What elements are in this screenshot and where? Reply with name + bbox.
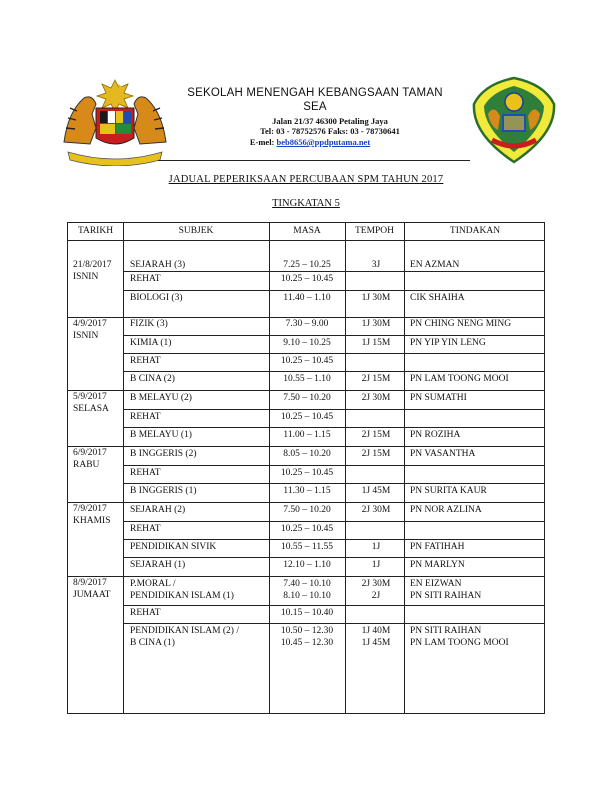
row-rule <box>123 409 544 410</box>
subject-cell: SEJARAH (2) <box>130 505 186 515</box>
duration-cell: 2J 30M <box>361 393 391 403</box>
row-rule <box>123 290 544 291</box>
header-subjek: SUBJEK <box>178 226 214 236</box>
time-cell: 7.50 – 10.20 <box>283 505 331 515</box>
invigilator-cell: PN SITI RAIHAN PN LAM TOONG MOOI <box>410 626 509 648</box>
header-divider <box>158 160 470 161</box>
time-cell: 10.55 – 1.10 <box>283 374 331 384</box>
date-cell: 5/9/2017 SELASA <box>73 392 109 414</box>
column-divider <box>345 223 346 713</box>
duration-cell: 3J <box>371 260 381 270</box>
invigilator-cell: EN EIZWAN PN SITI RAIHAN <box>410 579 482 601</box>
day-rule <box>68 317 544 318</box>
column-divider <box>404 223 405 713</box>
invigilator-cell: PN CHING NENG MING <box>410 319 512 329</box>
invigilator-cell: PN YIP YIN LENG <box>410 338 486 348</box>
time-cell: 11.30 – 1.15 <box>283 486 331 496</box>
row-rule <box>123 557 544 558</box>
subject-cell: BIOLOGI (3) <box>130 293 183 303</box>
time-cell: 10.25 – 10.45 <box>280 468 334 478</box>
day-rule <box>68 446 544 447</box>
date-cell: 6/9/2017 RABU <box>73 448 107 470</box>
subject-cell: REHAT <box>130 412 161 422</box>
exam-timetable <box>67 222 545 714</box>
invigilator-cell: CIK SHAIHA <box>410 293 465 303</box>
subject-cell: B INGGERIS (1) <box>130 486 197 496</box>
row-rule <box>123 335 544 336</box>
duration-cell: 1J 30M <box>361 319 391 329</box>
day-rule <box>68 576 544 577</box>
school-name-line2: SEA <box>303 101 327 113</box>
row-rule <box>123 539 544 540</box>
subject-cell: FIZIK (3) <box>130 319 168 329</box>
subject-cell: REHAT <box>130 468 161 478</box>
invigilator-cell: PN SURITA KAUR <box>410 486 487 496</box>
row-rule <box>123 353 544 354</box>
time-cell: 12.10 – 1.10 <box>283 560 331 570</box>
subject-cell: P.MORAL / PENDIDIKAN ISLAM (1) <box>130 579 234 601</box>
invigilator-cell: PN MARLYN <box>410 560 465 570</box>
duration-cell: 1J 30M <box>361 293 391 303</box>
row-rule <box>123 605 544 606</box>
school-phone-fax: Tel: 03 - 78752576 Faks: 03 - 78730641 <box>260 126 400 136</box>
row-rule <box>123 521 544 522</box>
subject-cell: REHAT <box>130 274 161 284</box>
subject-cell: REHAT <box>130 524 161 534</box>
time-cell: 11.00 – 1.15 <box>283 430 331 440</box>
invigilator-cell: PN SUMATHI <box>410 393 467 403</box>
time-cell: 10.25 – 10.45 <box>280 356 334 366</box>
time-cell: 9.10 – 10.25 <box>283 338 331 348</box>
row-rule <box>123 371 544 372</box>
school-address: Jalan 21/37 46300 Petaling Jaya <box>272 116 388 126</box>
invigilator-cell: PN NOR AZLINA <box>410 505 482 515</box>
time-cell: 10.25 – 10.45 <box>280 524 334 534</box>
time-cell: 10.55 – 11.55 <box>281 542 333 552</box>
header-tarikh: TARIKH <box>77 226 114 236</box>
school-email-line <box>200 137 420 147</box>
date-cell: 4/9/2017 ISNIN <box>73 319 107 341</box>
time-cell: 7.40 – 10.10 8.10 – 10.10 <box>283 579 331 601</box>
date-cell: 7/9/2017 KHAMIS <box>73 504 111 526</box>
duration-cell: 1J 40M 1J 45M <box>361 626 391 648</box>
header-rule <box>68 240 544 241</box>
duration-cell: 2J 15M <box>361 430 391 440</box>
time-cell: 10.15 – 10.40 <box>280 608 334 618</box>
date-cell: 21/8/2017 ISNIN <box>73 260 112 282</box>
row-rule <box>123 483 544 484</box>
column-divider <box>123 223 124 713</box>
row-rule <box>123 465 544 466</box>
duration-cell: 2J 30M 2J <box>361 579 391 601</box>
time-cell: 8.05 – 10.20 <box>283 449 331 459</box>
header-masa: MASA <box>293 226 321 236</box>
subject-cell: B MELAYU (1) <box>130 430 192 440</box>
duration-cell: 1J 45M <box>361 486 391 496</box>
duration-cell: 1J <box>371 542 381 552</box>
subject-cell: B CINA (2) <box>130 374 175 384</box>
time-cell: 7.50 – 10.20 <box>283 393 331 403</box>
header-tindakan: TINDAKAN <box>449 226 501 236</box>
subject-cell: B MELAYU (2) <box>130 393 192 403</box>
exam-title: JADUAL PEPERIKSAAN PERCUBAAN SPM TAHUN 2017 <box>168 174 444 185</box>
duration-cell: 1J 15M <box>361 338 391 348</box>
invigilator-cell: PN FATIHAH <box>410 542 465 552</box>
time-cell: 10.50 – 12.30 10.45 – 12.30 <box>280 626 334 648</box>
subject-cell: REHAT <box>130 356 161 366</box>
time-cell: 10.25 – 10.45 <box>280 412 334 422</box>
invigilator-cell: EN AZMAN <box>410 260 460 270</box>
email-link[interactable]: beb8656@ppdputama.net <box>276 137 371 147</box>
subject-cell: B INGGERIS (2) <box>130 449 197 459</box>
duration-cell: 1J <box>371 560 381 570</box>
subject-cell: PENDIDIKAN SIVIK <box>130 542 217 552</box>
school-name <box>170 86 460 114</box>
duration-cell: 2J 15M <box>361 449 391 459</box>
invigilator-cell: PN VASANTHA <box>410 449 476 459</box>
duration-cell: 2J 15M <box>361 374 391 384</box>
subject-cell: REHAT <box>130 608 161 618</box>
school-badge-logo <box>470 76 558 164</box>
header-tempoh: TEMPOH <box>354 226 395 236</box>
subject-cell: KIMIA (1) <box>130 338 172 348</box>
subject-cell: PENDIDIKAN ISLAM (2) / B CINA (1) <box>130 626 239 648</box>
day-rule <box>68 390 544 391</box>
duration-cell: 2J 30M <box>361 505 391 515</box>
time-cell: 10.25 – 10.45 <box>280 274 334 284</box>
coat-of-arms-logo <box>60 78 170 166</box>
email-label: E-mel: <box>249 137 275 147</box>
invigilator-cell: PN LAM TOONG MOOI <box>410 374 509 384</box>
row-rule <box>123 427 544 428</box>
subject-cell: SEJARAH (3) <box>130 260 186 270</box>
row-rule <box>123 623 544 624</box>
time-cell: 11.40 – 1.10 <box>283 293 331 303</box>
form-title: TINGKATAN 5 <box>272 198 340 209</box>
invigilator-cell: PN ROZIHA <box>410 430 461 440</box>
school-name-line1: SEKOLAH MENENGAH KEBANGSAAN TAMAN <box>187 87 443 99</box>
time-cell: 7.25 – 10.25 <box>283 260 331 270</box>
subject-cell: SEJARAH (1) <box>130 560 186 570</box>
day-rule <box>68 502 544 503</box>
date-cell: 8/9/2017 JUMAAT <box>73 578 111 600</box>
time-cell: 7.30 – 9.00 <box>285 319 329 329</box>
